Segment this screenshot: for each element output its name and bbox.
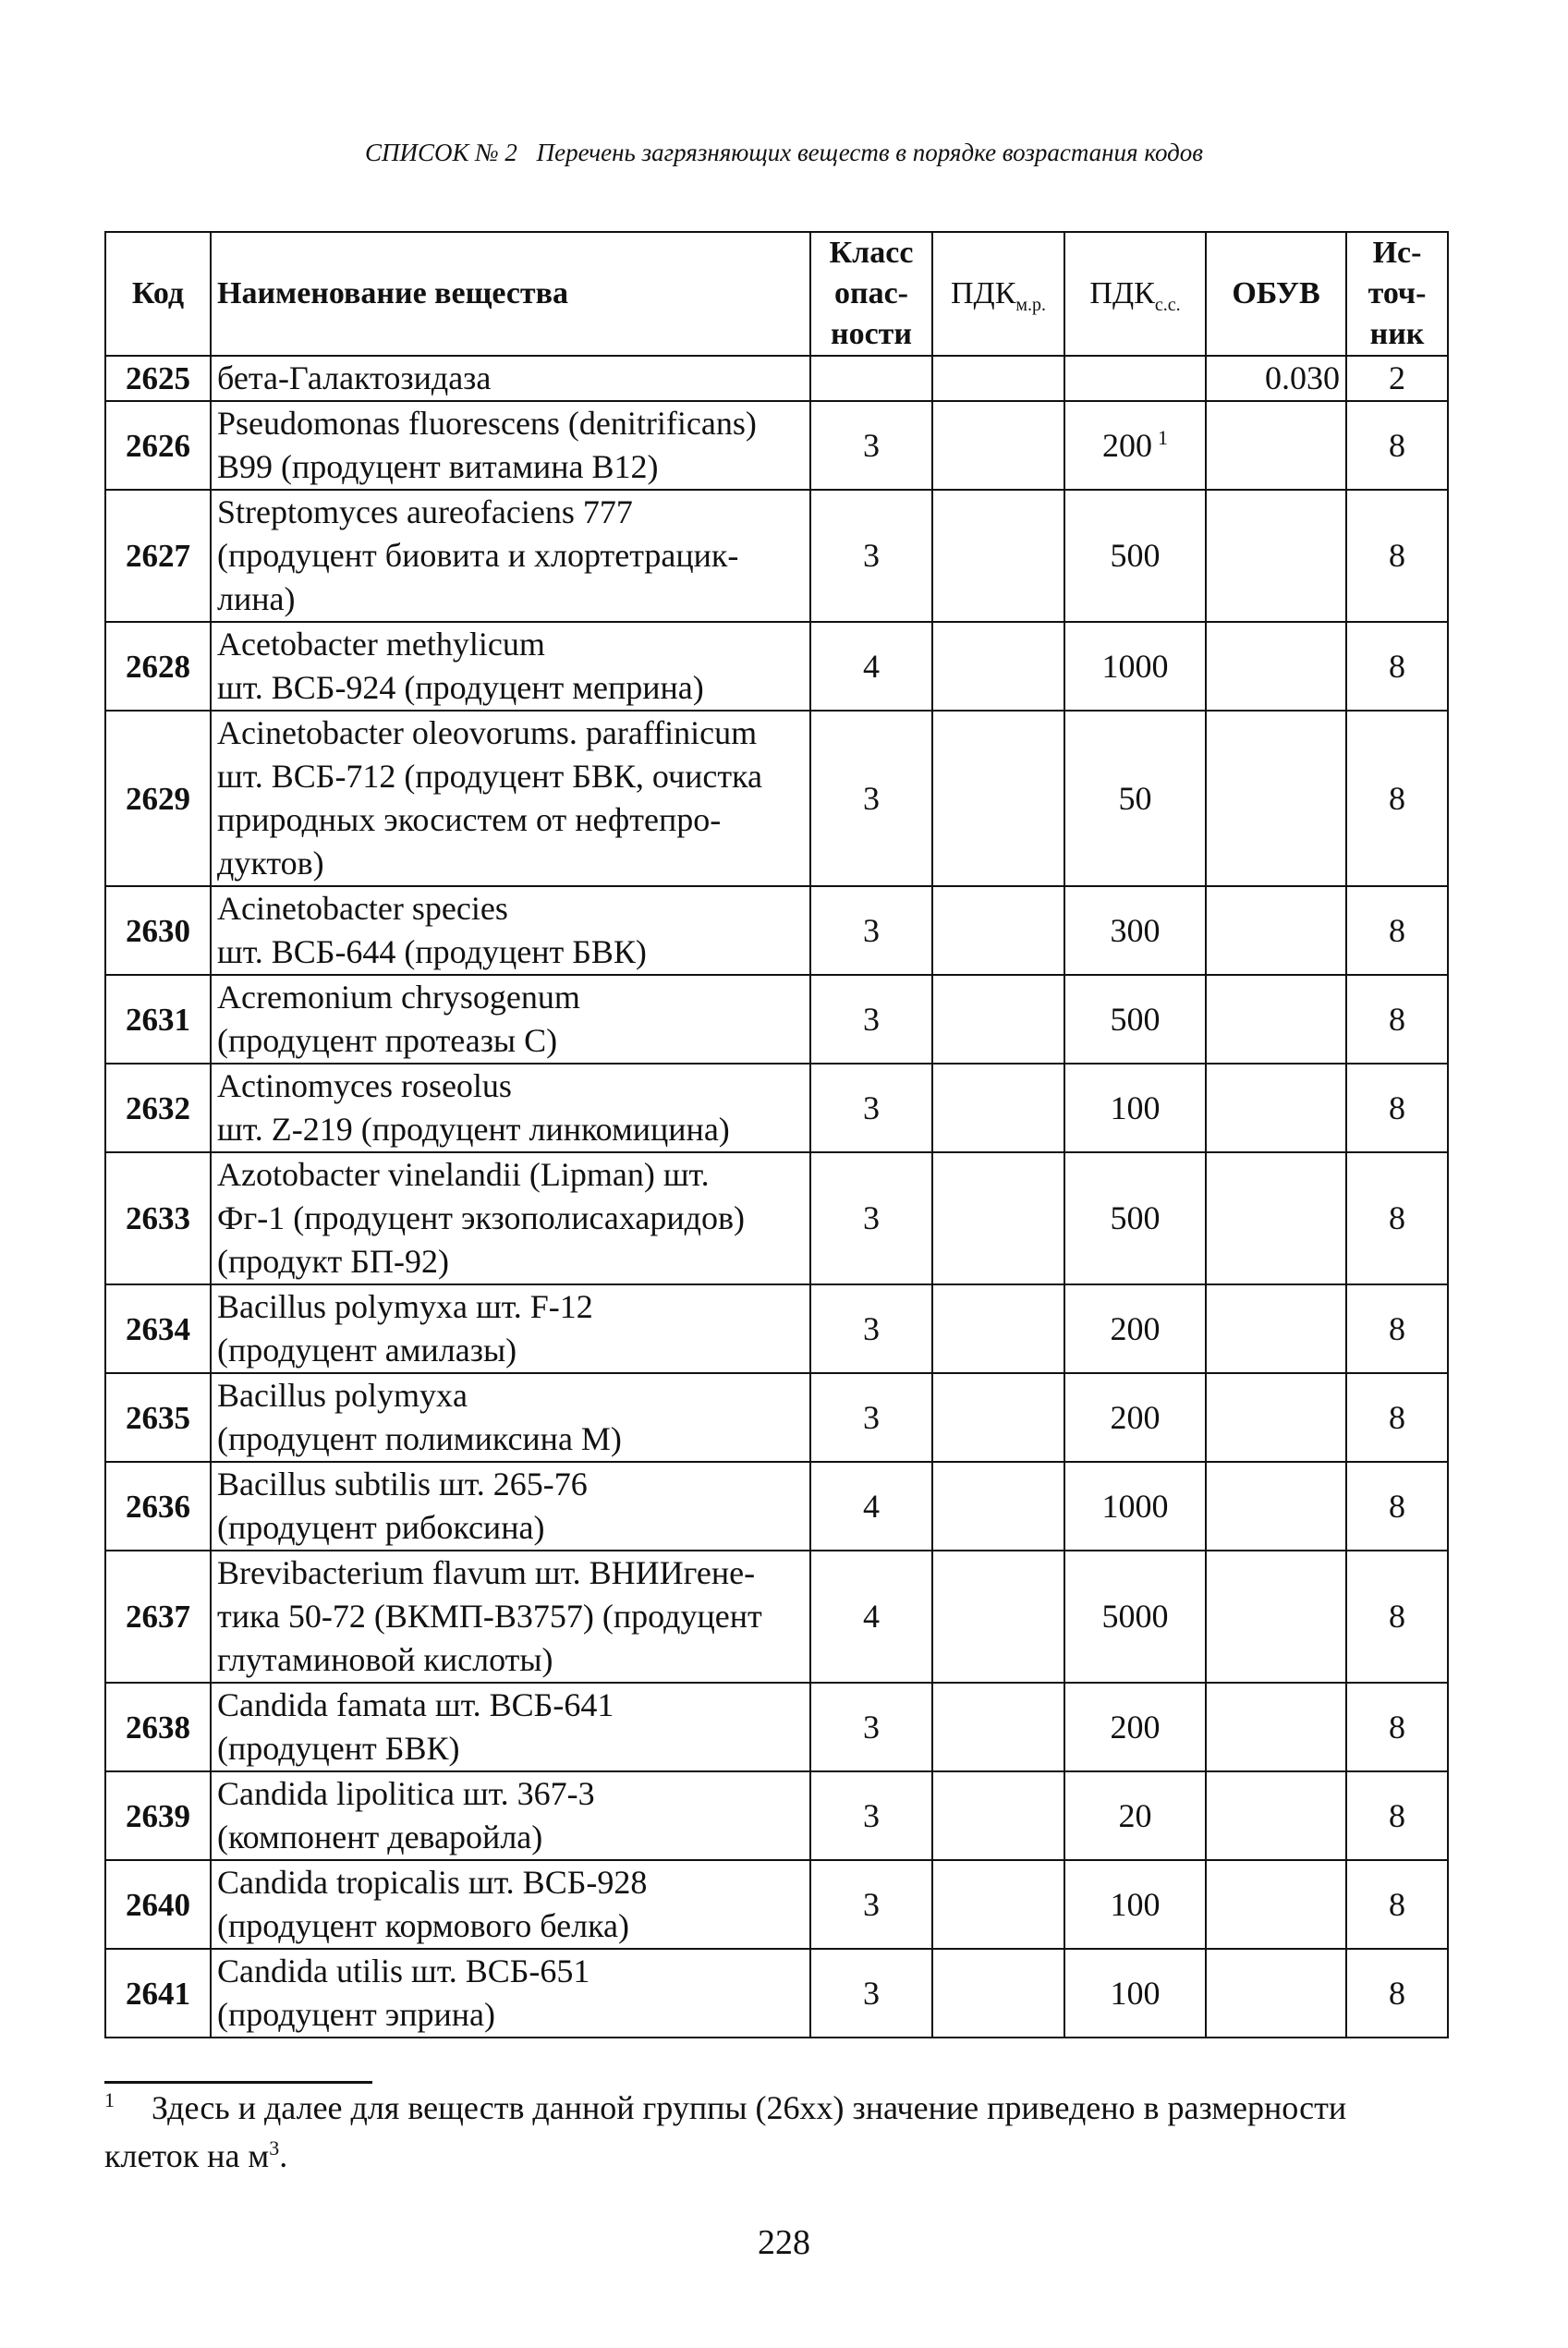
row-pdk-mr: [932, 711, 1064, 886]
table-row: [105, 711, 1448, 886]
row-pdk-ss-value: 1000: [1101, 647, 1169, 685]
row-pdk-ss: [1064, 1551, 1206, 1683]
row-name-line: шт. ВСБ-924 (продуцент меприна): [217, 669, 704, 706]
row-name: [211, 975, 810, 1064]
row-name-line: природных экосистем от нефтепро-: [217, 801, 722, 838]
row-hazard-class: 3: [810, 490, 932, 622]
list-number: СПИСОК № 2: [365, 139, 517, 166]
row-pdk-ss-value: 100: [1110, 1974, 1161, 2012]
row-name-line: (продуцент полимиксина М): [217, 1420, 622, 1457]
row-name-line: Candida famata шт. ВСБ-641: [217, 1686, 614, 1723]
row-source: 8: [1346, 711, 1448, 886]
footnote-end: .: [279, 2137, 288, 2174]
table-row: [105, 1064, 1448, 1152]
row-name-line: бета-Галактозидаза: [217, 359, 492, 396]
row-source: 8: [1346, 1462, 1448, 1551]
row-code: 2626: [105, 401, 211, 490]
row-obuv: [1206, 1064, 1346, 1152]
row-name-line: (продуцент кормового белка): [217, 1907, 629, 1944]
row-pdk-ss: [1064, 1284, 1206, 1373]
table-row: [105, 356, 1448, 401]
row-pdk-ss: [1064, 1949, 1206, 2038]
row-pdk-ss: [1064, 711, 1206, 886]
row-code: 2634: [105, 1284, 211, 1373]
row-code: 2633: [105, 1152, 211, 1284]
row-name-line: Streptomyces aureofaciens 777: [217, 493, 633, 530]
col-pdk-ss-header: [1064, 232, 1206, 356]
table-row: [105, 490, 1448, 622]
row-source: 8: [1346, 1373, 1448, 1462]
row-name: [211, 1860, 810, 1949]
row-obuv: [1206, 1860, 1346, 1949]
col-name-header: Наименование вещества: [211, 232, 810, 356]
row-pdk-ss: [1064, 356, 1206, 401]
col-source-header: [1346, 232, 1448, 356]
row-source: 8: [1346, 886, 1448, 975]
footnote-text-1: Здесь и далее для веществ данной группы (26хх) значение приведено в размерности: [152, 2089, 1347, 2126]
row-code: 2631: [105, 975, 211, 1064]
row-pdk-mr: [932, 1284, 1064, 1373]
table-row: [105, 1373, 1448, 1462]
row-pdk-ss: [1064, 886, 1206, 975]
row-hazard-class: [810, 356, 932, 401]
row-obuv: [1206, 1373, 1346, 1462]
row-name: [211, 356, 810, 401]
row-pdk-ss: [1064, 1152, 1206, 1284]
footnote-line-1: [104, 2084, 1453, 2132]
row-obuv: [1206, 975, 1346, 1064]
row-code: 2640: [105, 1860, 211, 1949]
row-source: 2: [1346, 356, 1448, 401]
footnote: [104, 2084, 1453, 2180]
row-name-line: шт. ВСБ-644 (продуцент БВК): [217, 933, 647, 970]
row-pdk-mr: [932, 1064, 1064, 1152]
row-name: [211, 1064, 810, 1152]
row-name: [211, 1949, 810, 2038]
row-pdk-ss-value: 5000: [1101, 1598, 1169, 1635]
row-name-line: (продуцент рибоксина): [217, 1509, 545, 1546]
row-obuv: [1206, 1462, 1346, 1551]
row-code: 2629: [105, 711, 211, 886]
row-hazard-class: 4: [810, 1462, 932, 1551]
table-header-row: [105, 232, 1448, 356]
row-name: [211, 1683, 810, 1771]
row-pdk-ss-value: 1000: [1101, 1487, 1169, 1525]
row-hazard-class: 3: [810, 401, 932, 490]
row-hazard-class: 3: [810, 1860, 932, 1949]
row-source: 8: [1346, 401, 1448, 490]
row-hazard-class: 4: [810, 622, 932, 711]
col-source-line-2: точ-: [1367, 276, 1427, 310]
row-obuv: [1206, 1771, 1346, 1860]
row-hazard-class: 3: [810, 1284, 932, 1373]
row-name-line: Acremonium chrysogenum: [217, 979, 580, 1016]
row-source: 8: [1346, 975, 1448, 1064]
row-pdk-ss-value: 100: [1110, 1089, 1161, 1126]
table-row: [105, 1551, 1448, 1683]
row-pdk-ss: [1064, 1373, 1206, 1462]
row-name-line: дуктов): [217, 845, 324, 882]
footnote-text-2: клеток на м: [104, 2137, 270, 2174]
row-obuv: [1206, 711, 1346, 886]
row-name-line: Actinomyces roseolus: [217, 1067, 512, 1104]
row-pdk-ss-value: 20: [1118, 1796, 1152, 1834]
row-source: 8: [1346, 1949, 1448, 2038]
row-name-line: (компонент деваройла): [217, 1819, 543, 1855]
row-pdk-ss-value: 300: [1110, 911, 1161, 949]
col-hazard-header: [810, 232, 932, 356]
row-pdk-ss: [1064, 401, 1206, 490]
row-source: 8: [1346, 1771, 1448, 1860]
row-pdk-mr: [932, 886, 1064, 975]
row-code: 2628: [105, 622, 211, 711]
row-name-line: (продуцент биовита и хлортетрацик-: [217, 537, 739, 574]
col-hazard-line-2: опас-: [833, 276, 908, 310]
row-pdk-ss-value: 500: [1110, 1000, 1161, 1038]
row-name-line: шт. Z-219 (продуцент линкомицина): [217, 1111, 730, 1148]
row-hazard-class: 3: [810, 711, 932, 886]
row-pdk-mr: [932, 1949, 1064, 2038]
row-hazard-class: 3: [810, 1064, 932, 1152]
row-code: 2635: [105, 1373, 211, 1462]
table-row: [105, 1284, 1448, 1373]
row-code: 2632: [105, 1064, 211, 1152]
row-pdk-ss-value: 200: [1110, 1309, 1161, 1347]
row-obuv: [1206, 1683, 1346, 1771]
row-pdk-ss: [1064, 1860, 1206, 1949]
row-name-line: (продуцент протеазы С): [217, 1022, 558, 1059]
row-hazard-class: 3: [810, 975, 932, 1064]
row-name: [211, 490, 810, 622]
row-source: 8: [1346, 622, 1448, 711]
col-source-line-3: ник: [1369, 317, 1425, 351]
row-obuv: [1206, 1284, 1346, 1373]
row-hazard-class: 3: [810, 1771, 932, 1860]
row-pdk-ss-value: 500: [1110, 1199, 1161, 1236]
row-name: [211, 1373, 810, 1462]
row-code: 2639: [105, 1771, 211, 1860]
row-pdk-ss-value: 200: [1110, 1708, 1161, 1746]
table-row: [105, 622, 1448, 711]
row-hazard-class: 3: [810, 1152, 932, 1284]
row-obuv: [1206, 622, 1346, 711]
row-pdk-ss: [1064, 622, 1206, 711]
row-name: [211, 622, 810, 711]
table-row: [105, 1152, 1448, 1284]
col-hazard-line-3: ности: [831, 317, 912, 351]
row-name-line: Bacillus subtilis шт. 265-76: [217, 1466, 588, 1502]
row-pdk-mr: [932, 1860, 1064, 1949]
row-pdk-mr: [932, 490, 1064, 622]
page-header: [0, 139, 1568, 167]
row-pdk-ss: [1064, 1683, 1206, 1771]
table-row: [105, 975, 1448, 1064]
row-pdk-mr: [932, 1683, 1064, 1771]
row-obuv: [1206, 401, 1346, 490]
row-hazard-class: 3: [810, 886, 932, 975]
row-name-line: Brevibacterium flavum шт. ВНИИгене-: [217, 1554, 756, 1591]
col-obuv-header: ОБУВ: [1206, 232, 1346, 356]
row-pdk-mr: [932, 1462, 1064, 1551]
row-hazard-class: 4: [810, 1551, 932, 1683]
row-pdk-mr: [932, 622, 1064, 711]
col-pdk-mr-header: [932, 232, 1064, 356]
col-pdk-mr-label: ПДК: [950, 276, 1016, 310]
row-hazard-class: 3: [810, 1373, 932, 1462]
table-row: [105, 886, 1448, 975]
row-name: [211, 1462, 810, 1551]
row-code: 2637: [105, 1551, 211, 1683]
row-obuv: [1206, 1949, 1346, 2038]
row-code: 2641: [105, 1949, 211, 2038]
row-pdk-mr: [932, 1771, 1064, 1860]
row-obuv: [1206, 490, 1346, 622]
row-source: 8: [1346, 1064, 1448, 1152]
row-name-line: Фг-1 (продуцент экзополисахаридов): [217, 1199, 745, 1236]
row-name-line: Candida utilis шт. ВСБ-651: [217, 1953, 590, 1989]
table-row: [105, 1860, 1448, 1949]
row-source: 8: [1346, 1860, 1448, 1949]
col-pdk-ss-label: ПДК: [1089, 276, 1155, 310]
row-name-line: Bacillus polymyxa шт. F-12: [217, 1288, 593, 1325]
row-name-line: тика 50-72 (ВКМП-В3757) (продуцент: [217, 1598, 762, 1635]
row-hazard-class: 3: [810, 1683, 932, 1771]
row-source: 8: [1346, 1683, 1448, 1771]
table-row: [105, 401, 1448, 490]
row-source: 8: [1346, 1284, 1448, 1373]
row-pdk-mr: [932, 1373, 1064, 1462]
row-pdk-ss: [1064, 1771, 1206, 1860]
page-number: 228: [758, 2223, 810, 2262]
col-hazard-line-1: Класс: [829, 236, 914, 270]
row-name-line: (продуцент БВК): [217, 1730, 460, 1767]
row-pdk-ss-value: 200: [1110, 1398, 1161, 1436]
row-obuv: [1206, 886, 1346, 975]
row-source: 8: [1346, 1152, 1448, 1284]
row-name-line: (продукт БП-92): [217, 1243, 449, 1280]
col-source-line-1: Ис-: [1372, 236, 1422, 270]
row-pdk-ss: [1064, 1462, 1206, 1551]
table-row: [105, 1462, 1448, 1551]
row-name: [211, 711, 810, 886]
table-row: [105, 1949, 1448, 2038]
footnote-superscript: 3: [269, 2136, 280, 2159]
col-code-header: Код: [105, 232, 211, 356]
row-name-line: лина): [217, 580, 296, 617]
row-pdk-ss: [1064, 1064, 1206, 1152]
row-hazard-class: 3: [810, 1949, 932, 2038]
row-obuv: [1206, 1152, 1346, 1284]
row-code: 2636: [105, 1462, 211, 1551]
footnote-reference: 1: [1158, 425, 1168, 449]
row-name-line: глутаминовой кислоты): [217, 1641, 553, 1678]
col-pdk-ss-sub: с.с.: [1154, 295, 1181, 315]
row-name-line: Candida tropicalis шт. ВСБ-928: [217, 1864, 648, 1901]
table-row: [105, 1771, 1448, 1860]
row-pdk-ss-value: 500: [1110, 537, 1161, 574]
row-pdk-ss: [1064, 975, 1206, 1064]
row-source: 8: [1346, 490, 1448, 622]
row-pdk-mr: [932, 1152, 1064, 1284]
row-pdk-mr: [932, 356, 1064, 401]
row-pdk-ss-value: 100: [1110, 1885, 1161, 1923]
row-obuv: 0.030: [1206, 356, 1346, 401]
row-name-line: Acetobacter methylicum: [217, 626, 545, 663]
table-row: [105, 1683, 1448, 1771]
row-name-line: (продуцент эприна): [217, 1996, 495, 2033]
row-code: 2625: [105, 356, 211, 401]
row-source: 8: [1346, 1551, 1448, 1683]
substances-table: [104, 231, 1449, 2038]
table-body: [105, 356, 1448, 2038]
row-name: [211, 1771, 810, 1860]
row-pdk-mr: [932, 1551, 1064, 1683]
row-name: [211, 886, 810, 975]
row-name-line: B99 (продуцент витамина B12): [217, 448, 659, 485]
row-name: [211, 1284, 810, 1373]
footnote-mark: 1: [104, 2088, 115, 2111]
row-name: [211, 1152, 810, 1284]
col-pdk-mr-sub: м.р.: [1015, 295, 1047, 315]
row-name-line: Bacillus polymyxa: [217, 1377, 468, 1414]
row-code: 2627: [105, 490, 211, 622]
row-name-line: Acinetobacter oleovorums. paraffinicum: [217, 714, 758, 751]
list-title: Перечень загрязняющих веществ в порядке возрастания кодов: [536, 139, 1203, 166]
row-pdk-mr: [932, 975, 1064, 1064]
row-name-line: (продуцент амилазы): [217, 1332, 517, 1369]
row-pdk-ss: [1064, 490, 1206, 622]
row-name-line: Acinetobacter species: [217, 890, 508, 927]
row-pdk-mr: [932, 401, 1064, 490]
row-name: [211, 401, 810, 490]
footnote-line-2: [104, 2137, 287, 2174]
row-name-line: Candida lipolitica шт. 367-3: [217, 1775, 595, 1812]
row-name-line: Pseudomonas fluorescens (denitrificans): [217, 405, 757, 442]
row-obuv: [1206, 1551, 1346, 1683]
row-pdk-ss-value: 50: [1118, 779, 1152, 817]
row-name-line: Azotobacter vinelandii (Lipman) шт.: [217, 1156, 710, 1193]
row-code: 2630: [105, 886, 211, 975]
row-name-line: шт. ВСБ-712 (продуцент БВК, очистка: [217, 758, 762, 795]
row-pdk-ss-value: 200: [1102, 426, 1152, 464]
row-code: 2638: [105, 1683, 211, 1771]
row-name: [211, 1551, 810, 1683]
